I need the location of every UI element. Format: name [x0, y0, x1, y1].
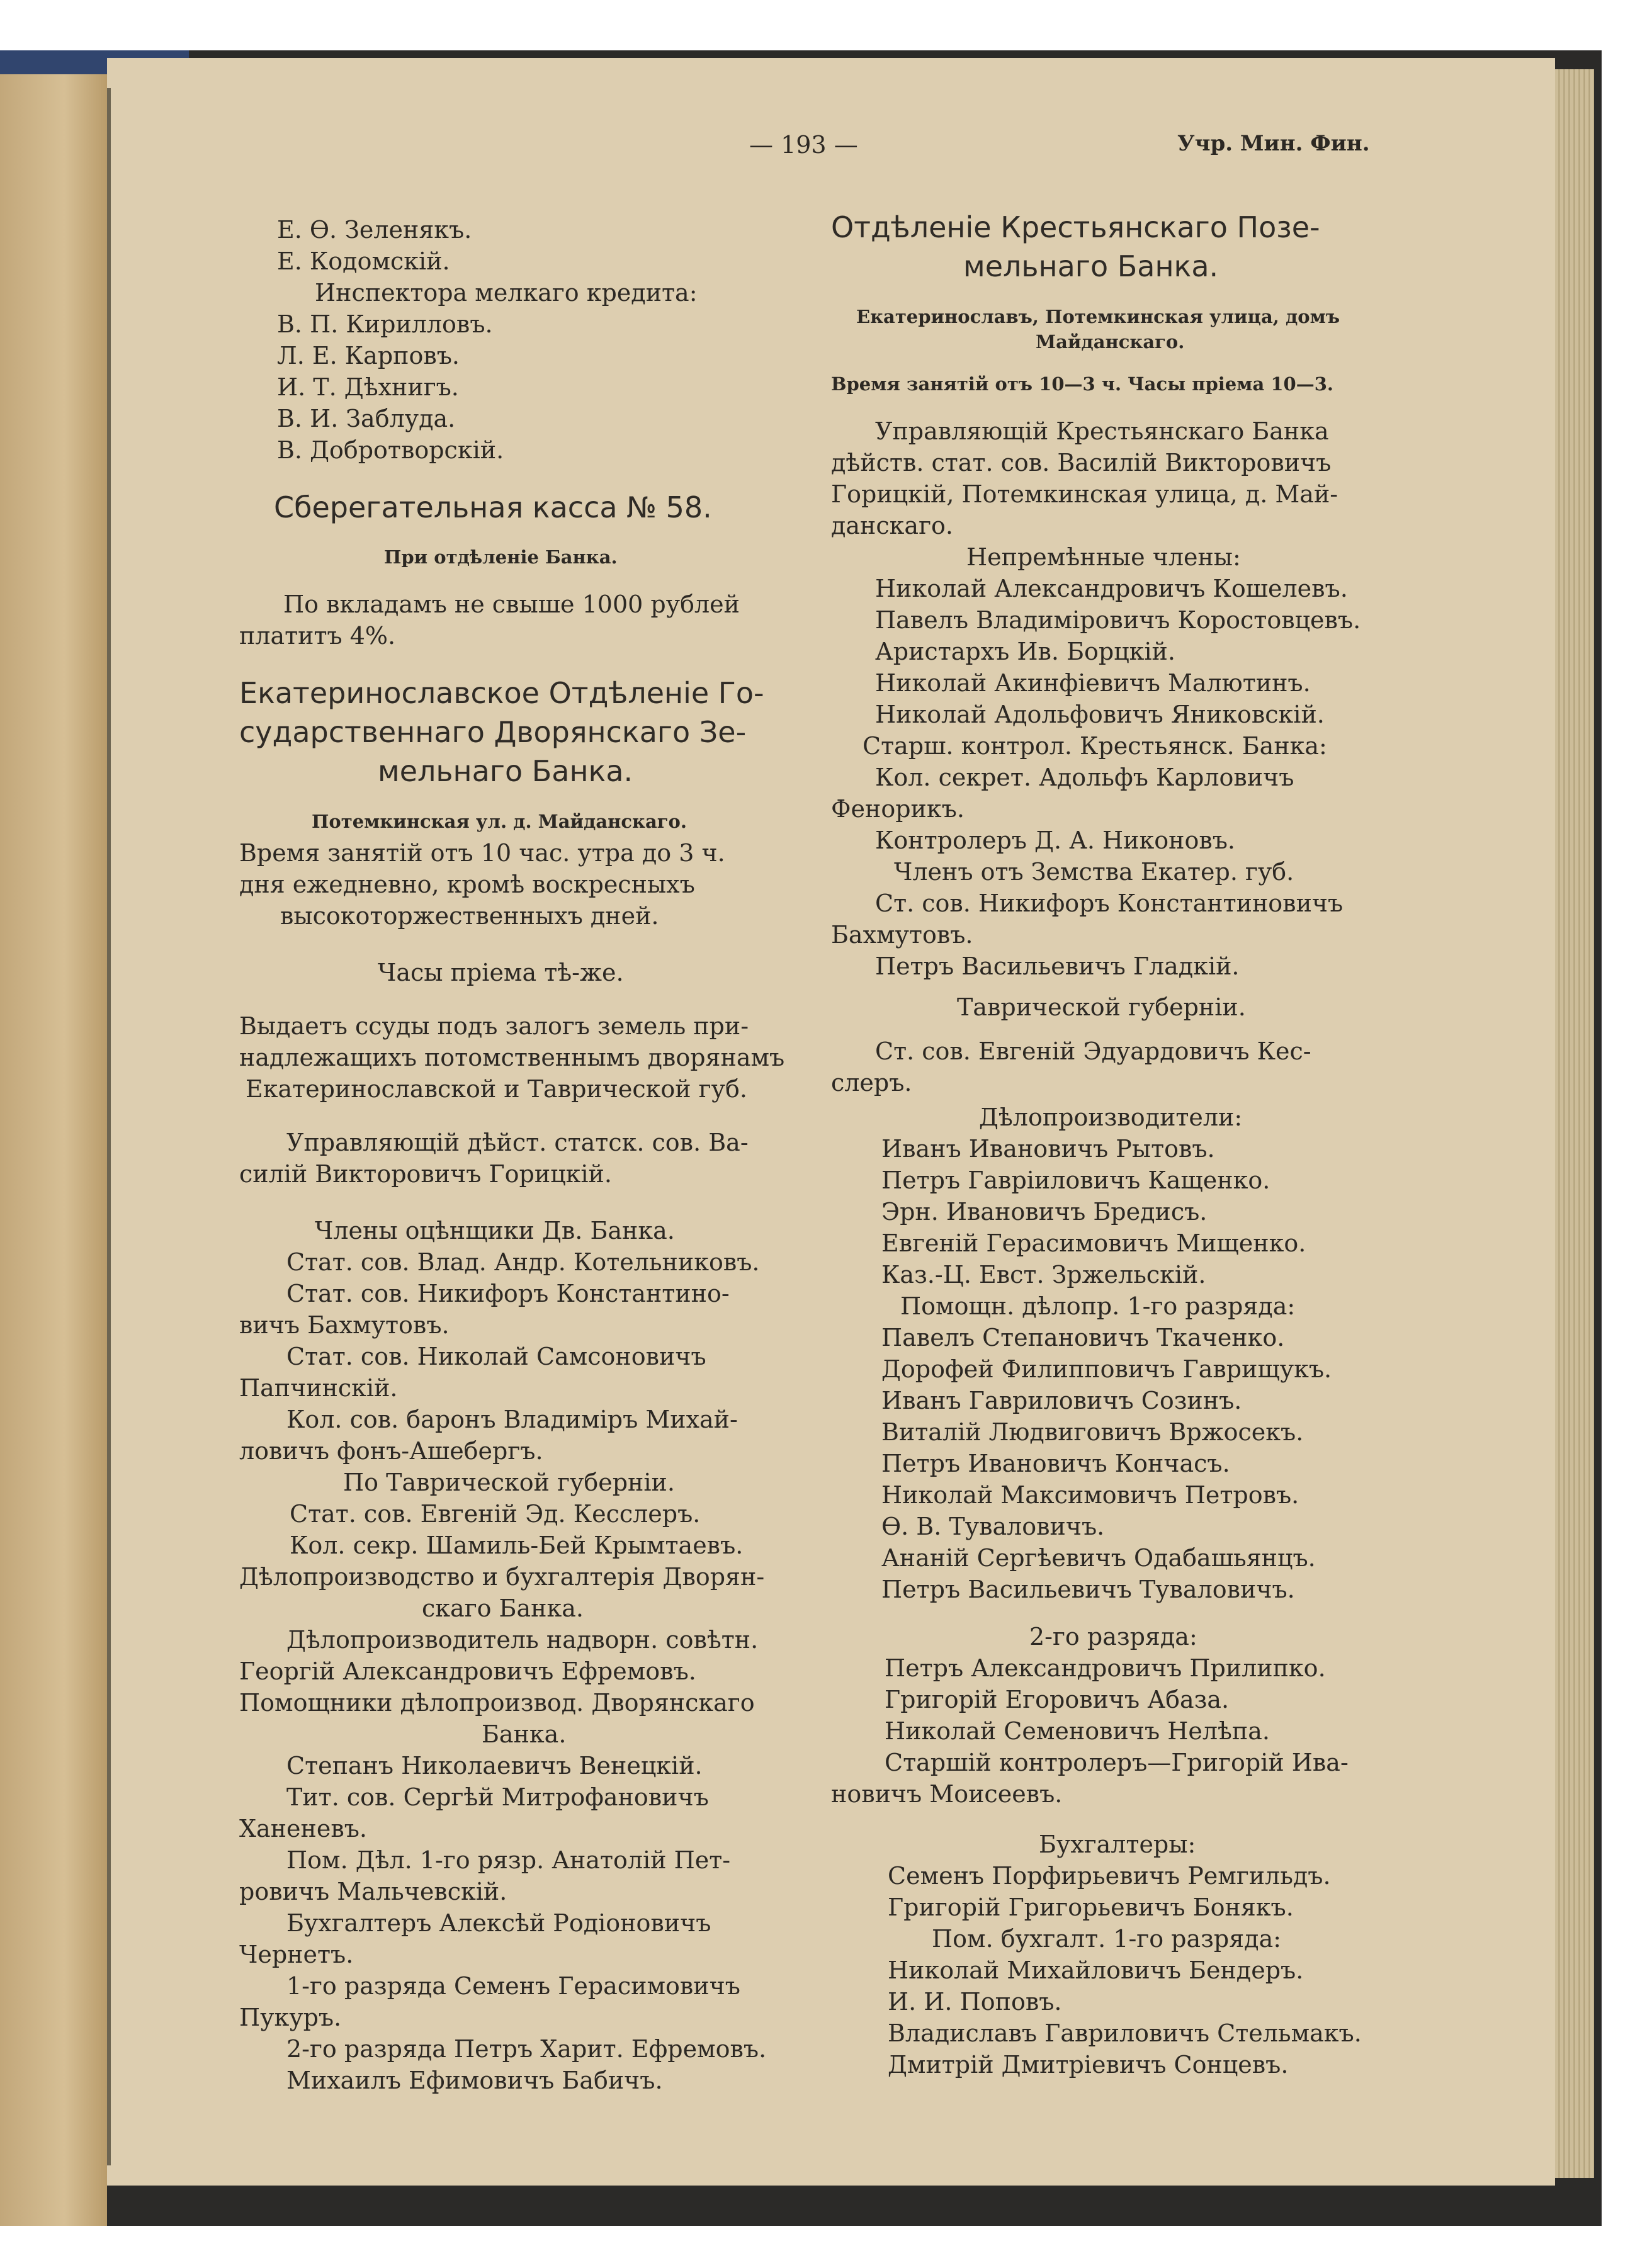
text-line: Ханеневъ. [239, 1815, 367, 1842]
text-line: Помощники дѣлопроизвод. Дворянскаго [239, 1689, 755, 1717]
section-label: Пом. бухгалт. 1-го разряда: [932, 1925, 1282, 1953]
text-line: Выдаетъ ссуды подъ залогъ земель при- [239, 1012, 749, 1040]
text-line: Семенъ Порфирьевичъ Ремгильдъ. [888, 1862, 1331, 1890]
peasant-bank-address: Майданскаго. [1036, 331, 1185, 353]
text-line: Виталій Людвиговичъ Вржосекъ. [881, 1418, 1304, 1446]
text-line: Николай Максимовичъ Петровъ. [881, 1481, 1299, 1509]
text-line: Михаилъ Ефимовичъ Бабичъ. [286, 2067, 663, 2094]
peasant-bank-heading: мельнаго Банка. [963, 249, 1219, 283]
text-line: новичъ Моисеевъ. [831, 1780, 1063, 1808]
text-line: 1-го разряда Семенъ Герасимовичъ [286, 1972, 740, 2000]
text-line: Стат. сов. Евгеній Эд. Кесслеръ. [290, 1500, 701, 1528]
text-line: Ст. сов. Никифоръ Константиновичъ [875, 889, 1344, 917]
text-line: Управляющій Крестьянскаго Банка [875, 417, 1329, 445]
section-label: По Таврической губерніи. [343, 1469, 675, 1496]
text-line: Николай Михайловичъ Бендеръ. [888, 1956, 1304, 1984]
text-line: Каз.-Ц. Евст. Зржельскій. [881, 1261, 1206, 1289]
text-line: дня ежедневно, кромѣ воскресныхъ [239, 871, 695, 898]
text-line: Ананій Сергѣевичъ Одабашьянцъ. [881, 1544, 1316, 1572]
text-line: Стат. сов. Влад. Андр. Котельниковъ. [286, 1248, 760, 1276]
running-title: Учр. Мин. Фин. [1177, 131, 1370, 156]
text-line: Стат. сов. Никифоръ Константино- [286, 1280, 730, 1307]
text-line: Екатеринославской и Таврической губ. [246, 1075, 747, 1103]
text-line: Е. Кодомскій. [277, 247, 450, 275]
facing-page-spine [0, 74, 107, 2226]
text-line: Николай Адольфовичъ Яниковскій. [875, 701, 1325, 728]
text-line: Контролеръ Д. А. Никоновъ. [875, 827, 1235, 854]
text-line: Аристархъ Ив. Борцкій. [875, 638, 1175, 665]
text-line: Николай Семеновичъ Нелѣпа. [885, 1717, 1270, 1745]
text-line: Пукуръ. [239, 2004, 342, 2031]
text-line: Кол. сов. баронъ Владиміръ Михай- [286, 1406, 738, 1433]
text-line: данскаго. [831, 512, 953, 539]
text-line: В. П. Кирилловъ. [277, 310, 493, 338]
text-line: Стат. сов. Николай Самсоновичъ [286, 1343, 706, 1370]
text-line: Управляющій дѣйст. статск. сов. Ва- [286, 1129, 749, 1156]
text-line: И. И. Поповъ. [888, 1988, 1062, 2016]
text-line: Бухгалтеръ Алексѣй Родіоновичъ [286, 1909, 711, 1937]
text-line: Владиславъ Гавриловичъ Стельмакъ. [888, 2019, 1362, 2047]
text-line: Петръ Васильевичъ Гладкій. [875, 952, 1240, 980]
text-line: слеръ. [831, 1069, 912, 1097]
section-label: Помощн. дѣлопр. 1-го разряда: [900, 1292, 1296, 1320]
text-line: Николай Александровичъ Кошелевъ. [875, 575, 1348, 602]
text-line: силій Викторовичъ Горицкій. [239, 1160, 612, 1188]
text-line: Николай Акинфіевичъ Малютинъ. [875, 669, 1311, 697]
bank-heading: мельнаго Банка. [378, 754, 633, 788]
section-label: Дѣлопроизводители: [979, 1103, 1243, 1131]
text-line: Дорофей Филипповичъ Гаврищукъ. [881, 1355, 1332, 1383]
page-number: — 193 — [749, 131, 858, 159]
text-line: Банка. [482, 1720, 567, 1748]
reception-hours: Часы пріема тѣ-же. [378, 959, 624, 986]
text-line: По вкладамъ не свыше 1000 рублей [283, 590, 740, 618]
text-line: Евгеній Герасимовичъ Мищенко. [881, 1229, 1306, 1257]
savings-subtitle: При отдѣленіе Банка. [384, 546, 618, 568]
text-line: Дмитрій Дмитріевичъ Сонцевъ. [888, 2051, 1289, 2079]
text-line: ровичъ Мальчевскій. [239, 1878, 507, 1905]
text-line: Степанъ Николаевичъ Венецкій. [286, 1752, 703, 1780]
page-edges [1555, 69, 1594, 2178]
bank-heading: Екатеринославское Отдѣленіе Го- [239, 676, 764, 710]
text-line: надлежащихъ потомственнымъ дворянамъ [239, 1044, 785, 1071]
bank-address: Потемкинская ул. д. Майданскаго. [312, 811, 687, 832]
bank-heading: сударственнаго Дворянскаго Зе- [239, 715, 747, 749]
text-line: Бахмутовъ. [831, 921, 973, 949]
text-line: вичъ Бахмутовъ. [239, 1311, 450, 1339]
text-line: скаго Банка. [422, 1594, 584, 1622]
text-line: 2-го разряда Петръ Харит. Ефремовъ. [286, 2035, 767, 2063]
text-line: Тит. сов. Сергѣй Митрофановичъ [286, 1783, 709, 1811]
gutter-line [107, 88, 111, 2165]
text-line: Инспектора мелкаго кредита: [315, 279, 698, 307]
text-line: Старшій контролеръ—Григорій Ива- [885, 1749, 1349, 1776]
peasant-bank-heading: Отдѣленіе Крестьянскаго Позе- [831, 210, 1320, 244]
section-label: 2-го разряда: [1029, 1623, 1197, 1650]
text-line: Чернетъ. [239, 1941, 354, 1968]
text-line: Эрн. Ивановичъ Бредисъ. [881, 1198, 1208, 1226]
text-line: Дѣлопроизводитель надворн. совѣтн. [286, 1626, 759, 1654]
text-line: Горицкій, Потемкинская улица, д. Май- [831, 480, 1338, 508]
text-line: ловичъ фонъ-Ашебергъ. [239, 1437, 543, 1465]
text-line: И. Т. Дѣхнигъ. [277, 373, 459, 401]
text-line: Петръ Александровичъ Прилипко. [885, 1654, 1326, 1682]
text-line: Кол. секр. Шамиль-Бей Крымтаевъ. [290, 1532, 744, 1559]
text-line: Пом. Дѣл. 1-го рязр. Анатолій Пет- [286, 1846, 731, 1874]
peasant-bank-hours: Время занятій отъ 10—3 ч. Часы пріема 10—3. [831, 373, 1333, 395]
text-line: Л. Е. Карповъ. [277, 342, 460, 370]
peasant-bank-address: Екатеринославъ, Потемкинская улица, домъ [856, 306, 1340, 327]
text-line: платитъ 4%. [239, 622, 396, 650]
text-line: Кол. секрет. Адольфъ Карловичъ [875, 764, 1294, 791]
text-line: Время занятій отъ 10 час. утра до 3 ч. [239, 839, 725, 867]
text-line: Григорій Егоровичъ Абаза. [885, 1686, 1230, 1713]
text-line: высокоторжественныхъ дней. [280, 902, 659, 930]
text-line: Георгій Александровичъ Ефремовъ. [239, 1657, 696, 1685]
text-line: Петръ Васильевичъ Туваловичъ. [881, 1576, 1295, 1603]
text-line: Петръ Гавріиловичъ Кащенко. [881, 1166, 1270, 1194]
text-line: Папчинскій. [239, 1374, 398, 1402]
text-line: Иванъ Ивановичъ Рытовъ. [881, 1135, 1215, 1163]
section-label: Непремѣнные члены: [966, 543, 1241, 571]
text-line: В. Добротворскій. [277, 436, 504, 464]
text-line: Фенорикъ. [831, 795, 965, 823]
text-line: Григорій Григорьевичъ Бонякъ. [888, 1893, 1294, 1921]
text-line: Дѣлопроизводство и бухгалтерія Дворян- [239, 1563, 765, 1591]
text-line: Павелъ Владиміровичъ Коростовцевъ. [875, 606, 1361, 634]
text-line: Ѳ. В. Туваловичъ. [881, 1513, 1105, 1540]
text-line: Ст. сов. Евгеній Эдуардовичъ Кес- [875, 1037, 1311, 1065]
savings-heading: Сберегательная касса № 58. [274, 490, 712, 524]
text-line: Павелъ Степановичъ Ткаченко. [881, 1324, 1285, 1351]
text-line: Членъ отъ Земства Екатер. губ. [894, 858, 1294, 886]
section-label: Члены оцѣнщики Дв. Банка. [315, 1217, 675, 1244]
text-line: Петръ Ивановичъ Кончасъ. [881, 1450, 1230, 1477]
section-label: Таврической губерніи. [957, 993, 1246, 1021]
section-label: Старш. контрол. Крестьянск. Банка: [863, 732, 1327, 760]
text-line: дѣйств. стат. сов. Василій Викторовичъ [831, 449, 1332, 477]
section-label: Бухгалтеры: [1039, 1831, 1196, 1858]
text-line: Иванъ Гавриловичъ Созинъ. [881, 1387, 1242, 1414]
text-line: В. И. Заблуда. [277, 405, 456, 432]
text-line: Е. Ѳ. Зеленякъ. [277, 216, 472, 244]
